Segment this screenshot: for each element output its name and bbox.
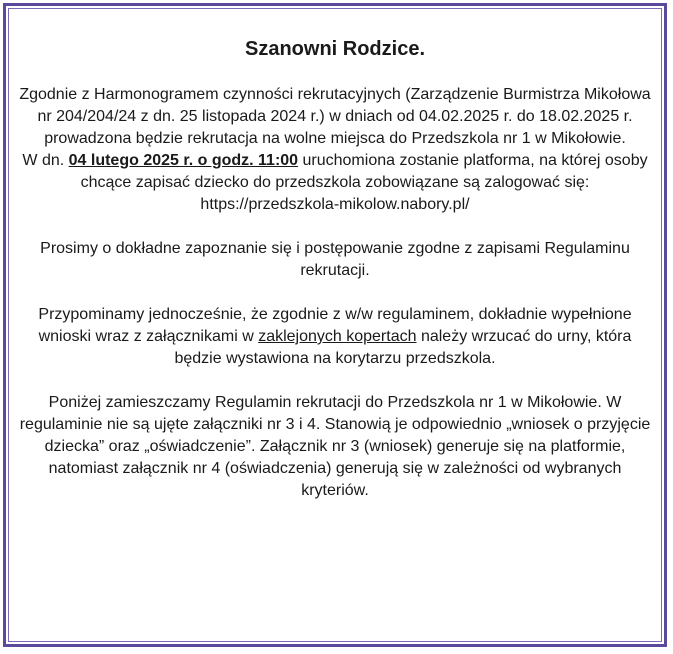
notice-title: Szanowni Rodzice. [244,38,426,60]
platform-launch-suffix: uruchomiona zostanie platforma, na której osoby chcące zapisać dziecko do przedszkola zobowiązane są zalogować się: https://przedszkola-mikolow.nabory.pl/ [80,152,648,213]
envelopes-prefix: Przypominamy jednocześnie, że zgodnie z w/w regulaminem, dokładnie wypełnione wnioski wraz z załącznikami w [38,306,632,345]
envelopes-suffix: należy wrzucać do urny, która będzie wystawiona na korytarzu przedszkola. [174,328,632,367]
platform-launch-date: 04 lutego 2025 r. o godz. 11:00 [68,152,299,169]
paragraph-regulations: Prosimy o dokładne zapoznanie się i postępowanie zgodne z zapisami Regulaminu rekrutacji. [40,240,630,279]
notice-content [10,36,660,524]
envelopes-underlined: zaklejonych kopertach [258,328,417,345]
platform-launch-prefix: W dn. [22,152,69,169]
paragraph-envelopes [10,304,660,370]
paragraph-recruitment-schedule: Zgodnie z Harmonogramem czynności rekrutacyjnych (Zarządzenie Burmistrza Mikołowa nr 204/204/24 z dn. 25 listopada 2024 r.) w dniach od 04.02.2025 r. do 18.02.2025 r. prowadzona będzie rekrutacja na wolne miejsca do Przedszkola nr 1 w Mikołowie. [19,86,651,147]
paragraph-attachments: Poniżej zamieszczamy Regulamin rekrutacji do Przedszkola nr 1 w Mikołowie. W regulaminie nie są ujęte załączniki nr 3 i 4. Stanowią je odpowiednio „wniosek o przyjęcie dziecka” oraz „oświadczenie”. Załącznik nr 3 (wniosek) generuje się na platformie, natomiast załącznik nr 4 (oświadczenia) generują się w zależności od wybranych kryteriów. [19,394,651,499]
paragraph-platform-launch [10,150,660,216]
